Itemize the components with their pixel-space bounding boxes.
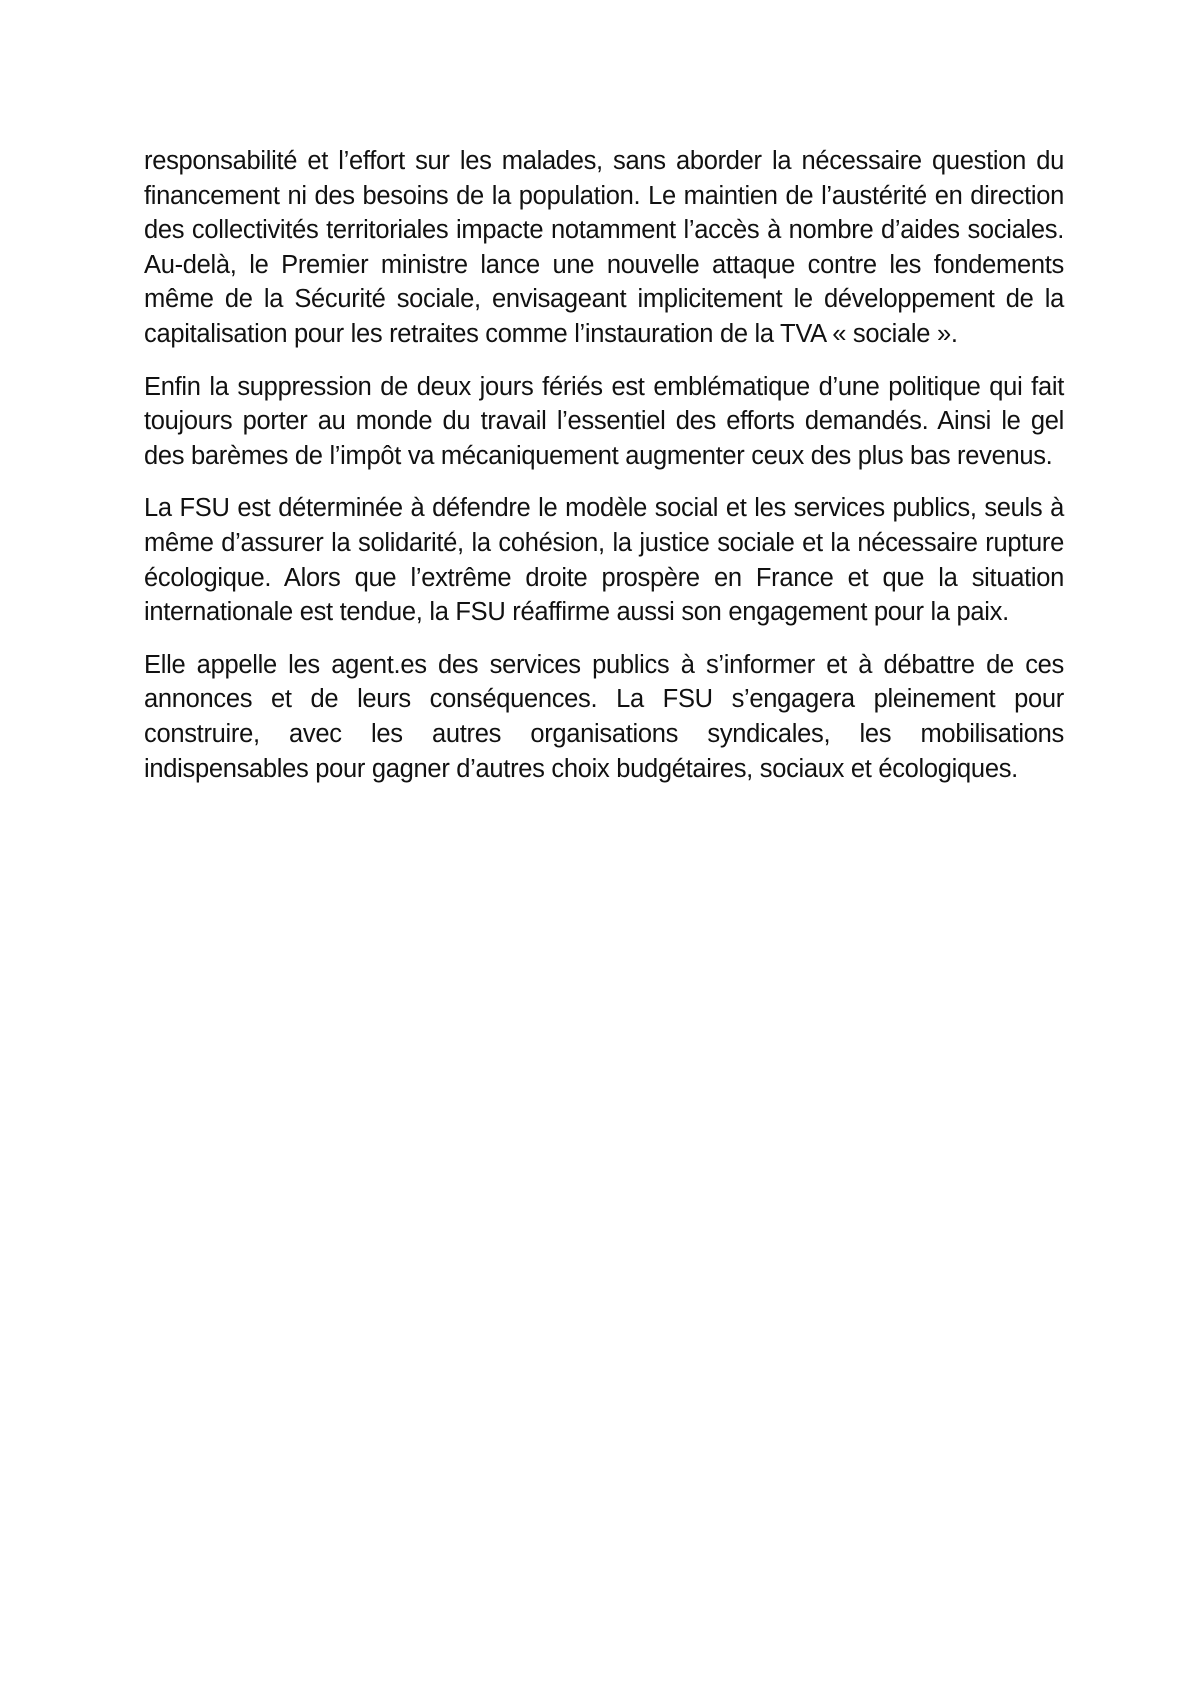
paragraph-social-security: responsabilité et l’effort sur les malades, sans aborder la nécessaire question du financement ni des besoins de la population. Le maintien de l’austérité en direction des collectivités territoriales impacte notamment l’accès à nombre d’aides sociales. Au-delà, le Premier ministre lance une nouvelle attaque contre les fondements même de la Sécurité sociale, envisageant implicitement le développement de la capitalisation pour les retraites comme l’instauration de la TVA « sociale ». (144, 147, 1064, 348)
paragraph-fsu-commitment: La FSU est déterminée à défendre le modèle social et les services publics, seuls à même d’assurer la solidarité, la cohésion, la justice sociale et la nécessaire rupture écologique. Alors que l’extrême droite prospère en France et que la situation internationale est tendue, la FSU réaffirme aussi son engagement pour la paix. (144, 494, 1064, 627)
paragraph-call-to-mobilize: Elle appelle les agent.es des services publics à s’informer et à débattre de ces annonces et de leurs conséquences. La FSU s’engagera pleinement pour construire, avec les autres organisations syndicales, les mobilisations indispensables pour gagner d’autres choix budgétaires, sociaux et écologiques. (144, 650, 1064, 783)
paragraph-public-holidays: Enfin la suppression de deux jours fériés est emblématique d’une politique qui fait toujours porter au monde du travail l’essentiel des efforts demandés. Ainsi le gel des barèmes de l’impôt va mécaniquement augmenter ceux des plus bas revenus. (144, 372, 1064, 470)
document-body (144, 144, 1064, 804)
